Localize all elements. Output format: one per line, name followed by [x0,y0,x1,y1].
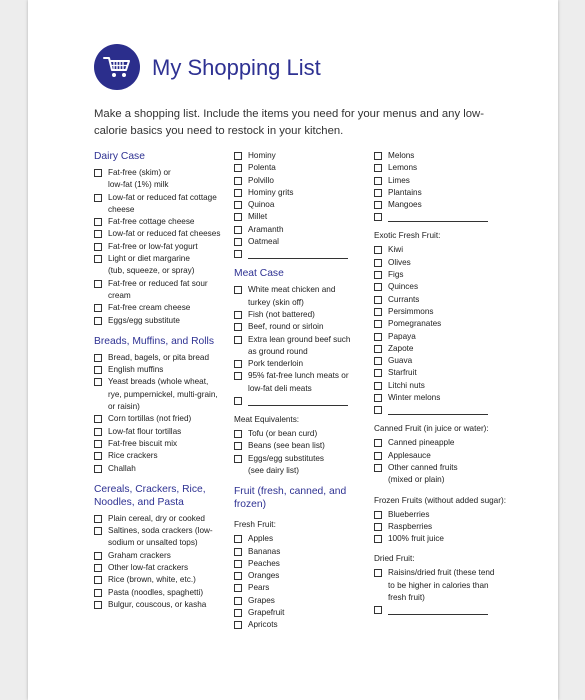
checkbox-icon[interactable] [234,597,242,605]
list-item-label: Pomegranates [388,319,442,329]
list-item [374,257,514,269]
list-item [374,355,514,367]
list-item-label: Grapes [248,595,275,605]
checkbox-icon[interactable] [94,243,102,251]
list-item [94,599,234,611]
list-item-label: Plantains [388,187,422,197]
list-item-label: Winter melons [388,393,441,403]
checkbox-icon[interactable] [94,304,102,312]
list-item-label: Plain cereal, dry or cooked [108,513,205,523]
list-item [374,318,514,330]
list-item-label: Melons [388,151,415,160]
list-item-label: Oatmeal [248,237,279,247]
checkbox-icon[interactable] [94,552,102,560]
list-item [94,550,234,562]
checkbox-icon[interactable] [374,164,382,172]
checkbox-icon[interactable] [374,382,382,390]
list-item [94,192,234,217]
checkbox-icon[interactable] [94,230,102,238]
checkbox-icon[interactable] [234,397,242,405]
checkbox-icon[interactable] [234,621,242,629]
list-item [94,513,234,525]
checkbox-icon[interactable] [234,360,242,368]
list-item [234,428,374,440]
list-item [94,302,234,314]
list-item [94,463,234,475]
list-item [374,450,514,462]
checkbox-icon[interactable] [94,527,102,535]
list-item-label: Yeast breads (whole wheat, [108,377,209,387]
section-subheading: Canned Fruit (in juice or water): [374,424,489,434]
list-item-label: Hominy grits [248,187,294,197]
list-item-label: Corn tortillas (not fried) [108,414,192,424]
list-item-label: Fat-free (skim) or [108,168,171,177]
list-item [234,284,374,309]
checkbox-icon[interactable] [94,354,102,362]
list-item-label: Saltines, soda crackers (low- [108,526,213,536]
checkbox-icon[interactable] [374,345,382,353]
column-2 [234,150,374,632]
list-item [94,525,234,550]
list-item [234,162,374,174]
list-item-label: Raisins/dried fruit (these tend [388,568,495,578]
list-item-label: Beans (see bean list) [248,441,325,451]
section-heading: Fruit (fresh, canned, and frozen) [234,486,347,511]
list-item-label: Peaches [248,558,280,568]
list-item-label: Blueberries [388,509,430,519]
list-item [374,392,514,404]
list-item-label: 100% fruit juice [388,534,444,544]
list-item-label: Lemons [388,163,418,173]
list-item-label: White meat chicken and [248,285,336,295]
list-item [374,367,514,379]
list-item-label: Beef, round or sirloin [248,322,324,332]
list-item [374,343,514,355]
list-item-label: Fat-free or reduced fat sour [108,278,208,288]
list-item-label: Other canned fruits [388,462,458,472]
list-item-label: Pork tenderloin [248,359,304,369]
checkbox-icon[interactable] [234,323,242,331]
write-in-line[interactable] [388,604,488,615]
list-item [374,244,514,256]
shopping-cart-icon [94,44,140,90]
checkbox-icon[interactable] [374,259,382,267]
list-item-label: Fish (not battered) [248,309,315,319]
list-item-label: sodium or unsalted tops) [108,538,198,548]
list-item [94,574,234,586]
list-item [234,533,374,545]
blank-list-item [374,211,514,222]
checkbox-icon[interactable] [234,311,242,319]
list-item-label: Oranges [248,571,280,581]
list-item [94,413,234,425]
section-subheading: Exotic Fresh Fruit: [374,231,441,241]
checkbox-icon[interactable] [374,177,382,185]
list-item-label: Low-fat or reduced fat cheeses [108,229,221,239]
list-item-label: Bananas [248,546,281,556]
list-item-label: as ground round [248,346,308,356]
list-item [374,199,514,211]
list-item-label: Raspberries [388,521,433,531]
blank-list-item [374,604,514,615]
checkbox-icon[interactable] [234,238,242,246]
checkbox-icon[interactable] [234,213,242,221]
list-item-label: Quinoa [248,200,275,210]
section-subheading: Fresh Fruit: [234,520,276,530]
list-item-label: 95% fat-free lunch meats or [248,371,349,381]
checkbox-icon[interactable] [94,576,102,584]
list-item [234,321,374,333]
checkbox-icon[interactable] [234,336,242,344]
list-item [234,199,374,211]
blank-list-item [374,404,514,415]
list-item-label: Grapefruit [248,608,285,618]
checkbox-icon[interactable] [234,372,242,380]
list-item [94,438,234,450]
list-item [374,306,514,318]
list-item [234,187,374,199]
list-item [94,278,234,303]
list-item-label: turkey (skin off) [248,297,304,307]
list-item-label: Fat-free cottage cheese [108,217,195,227]
checkbox-icon[interactable] [94,366,102,374]
list-item-label: Challah [108,463,136,473]
list-item [234,224,374,236]
checkbox-icon[interactable] [374,152,382,160]
list-item [234,150,374,162]
list-item [234,358,374,370]
list-item [94,228,234,240]
checkbox-icon[interactable] [94,415,102,423]
list-item [94,167,234,192]
checkbox-icon[interactable] [234,548,242,556]
checkbox-icon[interactable] [94,601,102,609]
checkbox-icon[interactable] [374,569,382,577]
list-item-label: Guava [388,356,413,366]
list-item-label: Light or diet margarine [108,254,190,264]
list-item-label: fresh fruit) [388,593,425,603]
checkbox-icon[interactable] [374,511,382,519]
checkbox-icon[interactable] [374,406,382,414]
list-item-label: low-fat deli meats [248,383,312,393]
list-item [374,162,514,174]
list-item-label: Rice (brown, white, etc.) [108,575,196,585]
checkbox-icon[interactable] [94,218,102,226]
list-item [374,269,514,281]
list-item-label: Pasta (noodles, spaghetti) [108,587,204,597]
checkbox-icon[interactable] [94,428,102,436]
list-item [374,175,514,187]
list-item [374,281,514,293]
blank-list-item [234,395,374,406]
list-item-label: Starfruit [388,368,417,378]
list-item-label: rye, pumpernickel, multi-grain, [108,389,218,399]
list-item [374,437,514,449]
list-item-label: Applesauce [388,450,431,460]
checkbox-icon[interactable] [234,201,242,209]
list-item-label: Tofu (or bean curd) [248,429,318,439]
list-item-label: Aramanth [248,224,284,234]
list-item-label: Millet [248,212,268,222]
list-item [234,236,374,248]
list-item [234,607,374,619]
list-item-label: (see dairy list) [248,465,299,475]
checkbox-icon[interactable] [94,317,102,325]
list-item [234,546,374,558]
checkbox-icon[interactable] [234,609,242,617]
section-heading: Meat Case [234,268,284,280]
list-item-label: cheese [108,204,135,214]
checkbox-icon[interactable] [374,357,382,365]
checkbox-icon[interactable] [234,286,242,294]
list-item-label: Olives [388,257,411,267]
list-item-label: Apricots [248,620,278,630]
list-item [374,533,514,545]
list-item [374,567,514,604]
intro-text: Make a shopping list. Include the items you need for your menus and any low-calorie basics you need to restock in your kitchen. [94,108,484,137]
list-item [94,352,234,364]
list-item [94,450,234,462]
checkbox-icon[interactable] [374,606,382,614]
checkbox-icon[interactable] [374,296,382,304]
checkbox-icon[interactable] [374,189,382,197]
list-item-label: Canned pineapple [388,438,455,448]
checkbox-icon[interactable] [374,308,382,316]
list-item [234,619,374,631]
checkbox-icon[interactable] [234,572,242,580]
list-item [374,331,514,343]
list-item-label: Hominy [248,151,276,160]
list-item-label: Apples [248,534,274,544]
checkbox-icon[interactable] [234,226,242,234]
checkbox-icon[interactable] [234,442,242,450]
checkbox-icon[interactable] [234,455,242,463]
checkbox-icon[interactable] [94,440,102,448]
list-item-label: low-fat (1%) milk [108,180,169,190]
list-item-label: Polenta [248,163,276,173]
section-heading: Cereals, Crackers, Rice, Noodles, and Pasta [94,483,206,508]
list-item-label: to be higher in calories than [388,580,489,590]
list-item-label: Figs [388,270,404,280]
section-heading: Dairy Case [94,151,145,162]
checkbox-icon[interactable] [94,465,102,473]
section-subheading: Dried Fruit: [374,554,415,564]
checkbox-icon[interactable] [374,283,382,291]
write-in-line[interactable] [248,395,348,406]
column-1 [94,150,234,611]
checkbox-icon[interactable] [374,535,382,543]
list-item-label: (mixed or plain) [388,475,445,485]
list-item [374,380,514,392]
list-item-label: or raisin) [108,402,140,412]
checkbox-icon[interactable] [374,333,382,341]
list-item-label: Fat-free biscuit mix [108,438,178,448]
checkbox-icon[interactable] [374,523,382,531]
write-in-line[interactable] [388,211,488,222]
checkbox-icon[interactable] [234,250,242,258]
list-item [234,582,374,594]
list-item-label: Litchi nuts [388,380,425,390]
list-item [234,211,374,223]
list-item-label: Zapote [388,343,414,353]
checkbox-icon[interactable] [234,584,242,592]
list-item-label: Eggs/egg substitutes [248,453,325,463]
list-item-label: Kiwi [388,245,404,255]
checkbox-icon[interactable] [94,194,102,202]
blank-list-item [234,248,374,259]
checkbox-icon[interactable] [374,213,382,221]
list-item-label: English muffins [108,365,164,375]
list-item [94,216,234,228]
checkbox-icon[interactable] [234,189,242,197]
checkbox-icon[interactable] [94,564,102,572]
list-item [94,241,234,253]
list-item [94,587,234,599]
document-page [28,0,558,700]
list-item-label: Mangoes [388,200,422,210]
checkbox-icon[interactable] [94,515,102,523]
checkbox-icon[interactable] [94,169,102,177]
checkbox-icon[interactable] [234,164,242,172]
checkbox-icon[interactable] [374,320,382,328]
list-item-label: Bread, bagels, or pita bread [108,352,210,362]
list-item [374,294,514,306]
section-subheading: Meat Equivalents: [234,415,300,425]
list-item-label: Currants [388,294,420,304]
checkbox-icon[interactable] [234,535,242,543]
list-item-label: Graham crackers [108,550,171,560]
list-item [374,150,514,162]
list-item [374,462,514,487]
list-item [94,562,234,574]
list-item [374,509,514,521]
list-item-label: cream [108,290,131,300]
list-item-label: (tub, squeeze, or spray) [108,266,195,276]
list-item-label: Low-fat flour tortillas [108,426,182,436]
checkbox-icon[interactable] [234,152,242,160]
section-heading: Breads, Muffins, and Rolls [94,335,214,347]
list-item [234,334,374,359]
list-item-label: Other low-fat crackers [108,563,189,573]
checkbox-icon[interactable] [94,378,102,386]
list-item-label: Quinces [388,282,419,292]
write-in-line[interactable] [248,248,348,259]
section-subheading: Frozen Fruits (without added sugar): [374,495,506,505]
checkbox-icon[interactable] [94,452,102,460]
list-item [234,453,374,478]
checkbox-icon[interactable] [374,394,382,402]
list-item-label: Eggs/egg substitute [108,315,180,325]
list-item-label: Pears [248,583,270,593]
list-item [94,315,234,327]
checkbox-icon[interactable] [234,430,242,438]
list-item-label: Bulgur, couscous, or kasha [108,599,207,609]
list-item-label: Papaya [388,331,416,341]
list-item-label: Limes [388,175,410,185]
list-item [94,253,234,278]
list-item [94,426,234,438]
list-item [234,175,374,187]
checkbox-icon[interactable] [374,369,382,377]
list-item-label: Low-fat or reduced fat cottage [108,192,217,202]
list-item-label: Fat-free or low-fat yogurt [108,241,198,251]
page-title: My Shopping List [152,55,321,80]
checkbox-icon[interactable] [94,280,102,288]
list-item [234,558,374,570]
checkbox-icon[interactable] [234,177,242,185]
list-item-label: Extra lean ground beef such [248,334,351,344]
checkbox-icon[interactable] [374,271,382,279]
checkbox-icon[interactable] [374,201,382,209]
list-item-label: Polvillo [248,175,274,185]
list-item-label: Persimmons [388,306,434,316]
checkbox-icon[interactable] [234,560,242,568]
list-item [234,370,374,395]
checkbox-icon[interactable] [94,589,102,597]
checkbox-icon[interactable] [374,452,382,460]
checkbox-icon[interactable] [94,255,102,263]
list-item [234,309,374,321]
list-item [234,570,374,582]
list-item-label: Fat-free cream cheese [108,303,191,313]
list-item [374,521,514,533]
checkbox-icon[interactable] [374,464,382,472]
write-in-line[interactable] [388,404,488,415]
list-item-label: Rice crackers [108,451,158,461]
checkbox-icon[interactable] [374,246,382,254]
list-item [374,187,514,199]
list-item [94,364,234,376]
checkbox-icon[interactable] [374,439,382,447]
list-item [234,440,374,452]
column-3 [374,150,514,615]
list-item [94,376,234,413]
list-item [234,595,374,607]
